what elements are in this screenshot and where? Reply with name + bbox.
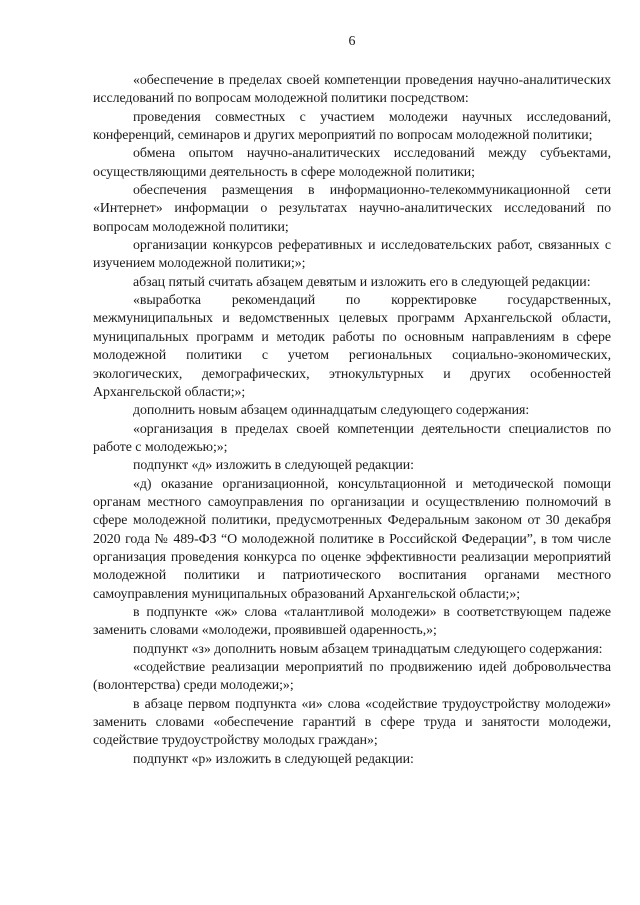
paragraph: подпункт «з» дополнить новым абзацем тринадцатым следующего содержания: (133, 641, 603, 657)
paragraph: обмена опытом научно-аналитических исследований между субъектами, осуществляющими деятельность в сфере молодежной политики; (93, 146, 611, 180)
paragraph: в подпункте «ж» слова «талантливой молодежи» в соответствующем падеже заменить словами «молодежи, проявившей одаренность,»; (93, 604, 611, 639)
paragraph: «содействие реализации мероприятий по продвижению идей добровольчества (волонтерства) среди молодежи;»; (93, 660, 611, 694)
paragraph: «д) оказание организационной, консультационной и методической помощи органам местного самоуправления по организации и осуществлению полномочий в сфере молодежной политики, предусмотренных Федеральным законом от 30 декабря 2020 года № 489-ФЗ “О молодежной политике в Российской Федерации”, в том числе организация проведения конкурса по оценке эффективности реализации мероприятий молодежной политики и патриотического воспитания органами местного самоуправления муниципальных образований Архангельской области;»; (93, 476, 611, 602)
paragraph: абзац пятый считать абзацем девятым и изложить его в следующей редакции: (133, 274, 591, 290)
paragraph: дополнить новым абзацем одиннадцатым следующего содержания: (133, 403, 530, 419)
paragraph: проведения совместных с участием молодежи научных исследований, конференций, семинаров и других мероприятий по вопросам молодежной политики; (93, 109, 611, 144)
paragraph: «обеспечение в пределах своей компетенции проведения научно-аналитических исследований по вопросам молодежной политики посредством: (93, 73, 611, 107)
page-number: 6 (348, 34, 356, 49)
paragraph: «организация в пределах своей компетенции деятельности специалистов по работе с молодежью;»; (93, 421, 611, 455)
paragraph: подпункт «д» изложить в следующей редакции: (133, 458, 414, 474)
paragraph: в абзаце первом подпункта «и» слова «содействие трудоустройству молодежи» заменить словами «обеспечение гарантий в сфере труда и занятости молодежи, содействие трудоустройству молодых граждан»; (93, 696, 611, 749)
paragraph: подпункт «р» изложить в следующей редакции: (133, 751, 414, 767)
paragraph: обеспечения размещения в информационно-телекоммуникационной сети «Интернет» информации о результатах научно-аналитических исследований по вопросам молодежной политики; (93, 183, 611, 235)
paragraph: «выработка рекомендаций по корректировке государственных, межмуниципальных и ведомственных целевых программ Архангельской области, муниципальных программ и методик работы по основным направлениям в сфере молодежной политики с учетом региональных социально-экономических, экологических, демографических, этнокультурных и других особенностей Архангельской области;»; (93, 293, 611, 400)
paragraph: организации конкурсов реферативных и исследовательских работ, связанных с изучением молодежной политики;»; (93, 238, 611, 272)
document-page (93, 32, 611, 769)
